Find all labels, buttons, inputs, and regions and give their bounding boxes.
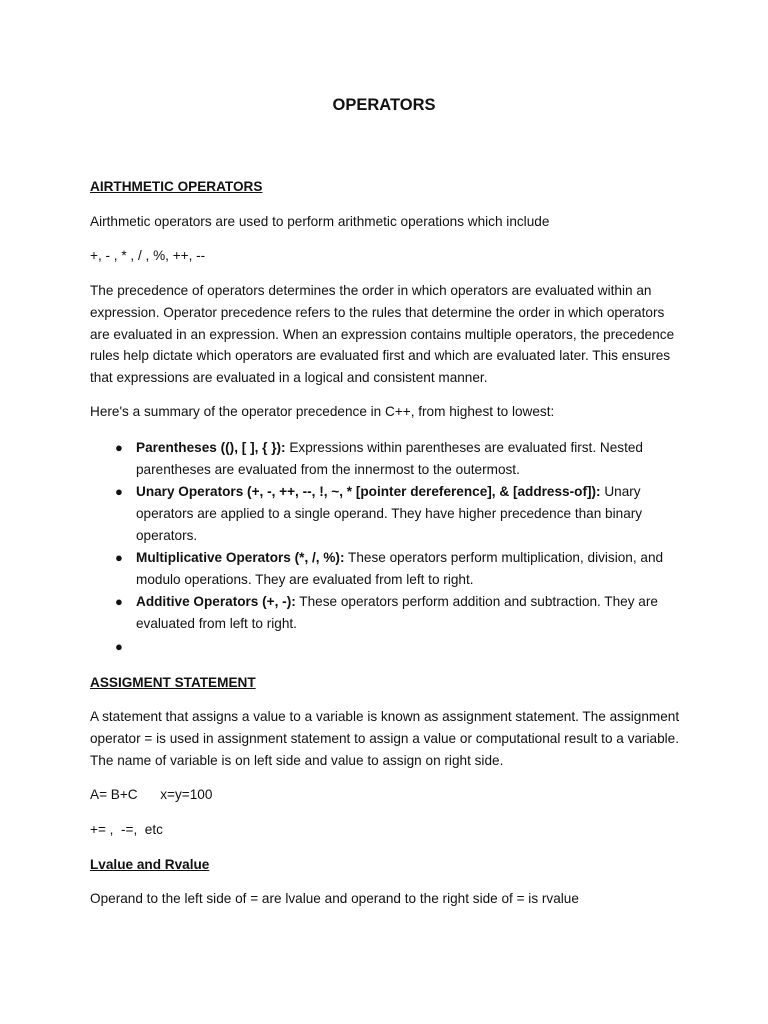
assignment-example-1: A= B+C x=y=100 xyxy=(90,787,213,802)
bullet-text: Unary operators are applied to a single operand. They have higher precedence than binary operators. xyxy=(136,484,643,543)
arithmetic-heading: AIRTHMETIC OPERATORS xyxy=(90,179,263,194)
assignment-example-2: += , -=, etc xyxy=(90,822,163,837)
bullet-term: Unary Operators (+, -, ++, --, !, ~, * [pointer dereference], & [address-of]): xyxy=(136,484,601,500)
bullet-icon: ● xyxy=(115,440,123,455)
precedence-summary: Here's a summary of the operator precedence in C++, from highest to lowest: xyxy=(90,404,555,419)
lvalue-heading: Lvalue and Rvalue xyxy=(90,857,210,872)
assignment-paragraph: A statement that assigns a value to a variable is known as assignment statement. The assignment operator = is used in assignment statement to assign a value or computational result to a variable. The name of variable is on left side and value to assign on right side. xyxy=(90,709,680,768)
assignment-heading: ASSIGMENT STATEMENT xyxy=(90,675,256,690)
bullet-icon: ● xyxy=(115,550,123,566)
bullet-term: Multiplicative Operators (*, /, %): xyxy=(136,550,345,566)
bullet-text: These operators perform multiplication, division, and modulo operations. They are evaluated from left to right. xyxy=(136,550,664,587)
arithmetic-symbols: +, - , * , / , %, ++, -- xyxy=(90,248,206,263)
page-title: OPERATORS xyxy=(332,96,436,114)
bullet-term: Parentheses ((), [ ], { }): xyxy=(136,440,286,455)
bullet-icon: ● xyxy=(115,638,123,654)
lvalue-paragraph: Operand to the left side of = are lvalue and operand to the right side of = is rvalue xyxy=(90,891,579,906)
bullet-icon: ● xyxy=(115,484,123,500)
list-item xyxy=(90,547,682,591)
bullet-icon: ● xyxy=(115,594,123,610)
bullet-text: These operators perform addition and subtraction. They are evaluated from left to right. xyxy=(136,594,658,632)
arithmetic-intro: Airthmetic operators are used to perform arithmetic operations which include xyxy=(90,214,550,229)
list-item xyxy=(90,591,682,635)
bullet-text xyxy=(136,639,140,654)
bullet-text: Expressions within parentheses are evaluated first. Nested parentheses are evaluated from the innermost to the outermost. xyxy=(136,440,643,477)
precedence-paragraph: The precedence of operators determines the order in which operators are evaluated within an expression. Operator precedence refers to the rules that determine the order in which operators are evaluated in an expression. When an expression contains multiple operators, the precedence rules help dictate which operators are evaluated first and which are evaluated later. This ensures that expressions are evaluated in a logical and consistent manner. xyxy=(90,283,675,386)
list-item xyxy=(90,481,682,546)
bullet-term: Additive Operators (+, -): xyxy=(136,594,296,610)
precedence-list xyxy=(90,437,682,658)
list-item xyxy=(90,636,682,658)
list-item xyxy=(90,437,682,481)
